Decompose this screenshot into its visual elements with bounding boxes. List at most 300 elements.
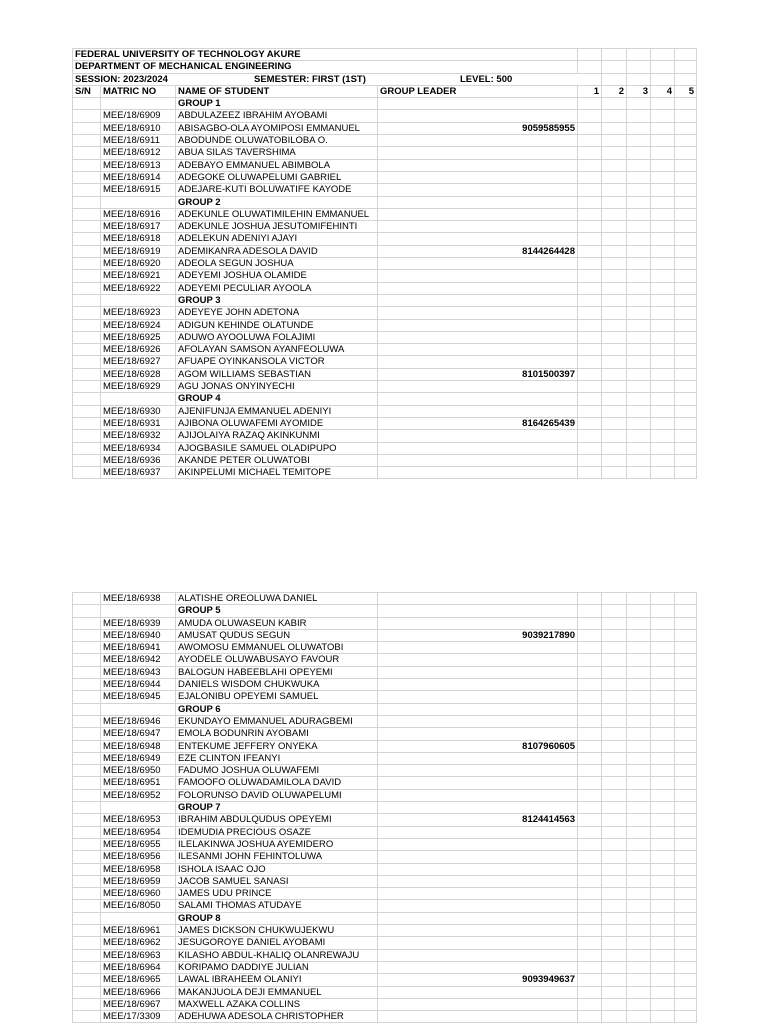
group-leader-phone (378, 196, 578, 208)
student-row (73, 135, 697, 147)
group-leader-phone (378, 642, 578, 654)
mark-cell-2 (602, 282, 627, 294)
student-name: AGU JONAS ONYINYECHI (176, 381, 378, 393)
group-header-row (73, 912, 697, 924)
student-row (73, 974, 697, 986)
sn-cell (73, 666, 101, 678)
mark-cell-3 (627, 654, 651, 666)
student-name: EJALONIBU OPEYEMI SAMUEL (176, 691, 378, 703)
student-row (73, 888, 697, 900)
matric-cell (101, 703, 176, 715)
mark-cell-1 (578, 319, 602, 331)
mark-cell-2 (602, 703, 627, 715)
matric-cell (101, 196, 176, 208)
mark-cell-2 (602, 912, 627, 924)
mark-cell-3 (627, 184, 651, 196)
group-leader-phone (378, 110, 578, 122)
sn-cell (73, 814, 101, 826)
matric-cell (101, 393, 176, 405)
mark-cell-4 (651, 777, 675, 789)
mark-cell-5 (675, 802, 697, 814)
mark-cell-4 (651, 233, 675, 245)
group-leader-phone (378, 319, 578, 331)
matric-cell: MEE/18/6942 (101, 654, 176, 666)
student-row (73, 998, 697, 1010)
mark-cell-5 (675, 208, 697, 220)
mark-cell-4 (651, 454, 675, 466)
mark-cell-2 (602, 98, 627, 110)
student-row (73, 691, 697, 703)
student-name: AYODELE OLUWABUSAYO FAVOUR (176, 654, 378, 666)
mark-cell-3 (627, 777, 651, 789)
sn-cell (73, 629, 101, 641)
student-name: AJIJOLAIYA RAZAQ AKINKUNMI (176, 430, 378, 442)
mark-cell-4 (651, 900, 675, 912)
group-header-row (73, 294, 697, 306)
group-leader-phone (378, 1011, 578, 1023)
mark-cell-1 (578, 294, 602, 306)
mark-cell-4 (651, 925, 675, 937)
mark-cell-2 (602, 159, 627, 171)
mark-cell-3 (627, 740, 651, 752)
sn-cell (73, 110, 101, 122)
sn-cell (73, 802, 101, 814)
mark-cell-2 (602, 171, 627, 183)
student-row (73, 467, 697, 479)
mark-cell-5 (675, 666, 697, 678)
student-name: SALAMI THOMAS ATUDAYE (176, 900, 378, 912)
mark-cell-4 (651, 381, 675, 393)
mark-cell-4 (651, 912, 675, 924)
mark-cell-3 (627, 814, 651, 826)
group-leader-phone (378, 344, 578, 356)
mark-cell-2 (602, 196, 627, 208)
matric-cell: MEE/18/6963 (101, 949, 176, 961)
mark-cell-3 (627, 344, 651, 356)
mark-cell-4 (651, 605, 675, 617)
student-name: ADELEKUN ADENIYI AJAYI (176, 233, 378, 245)
student-name: ADEBAYO EMMANUEL ABIMBOLA (176, 159, 378, 171)
matric-cell: MEE/18/6925 (101, 331, 176, 343)
student-name: AFUAPE OYINKANSOLA VICTOR (176, 356, 378, 368)
mark-cell-3 (627, 270, 651, 282)
attendance-sheet-page-2 (72, 592, 697, 1023)
mark-cell-4 (651, 642, 675, 654)
student-name: ISHOLA ISAAC OJO (176, 863, 378, 875)
matric-cell: MEE/16/8050 (101, 900, 176, 912)
mark-cell-1 (578, 814, 602, 826)
matric-cell: MEE/18/6923 (101, 307, 176, 319)
mark-cell-1 (578, 405, 602, 417)
mark-cell-5 (675, 356, 697, 368)
student-name: DANIELS WISDOM CHUKWUKA (176, 679, 378, 691)
sn-cell (73, 961, 101, 973)
sn-cell (73, 282, 101, 294)
department-name: DEPARTMENT OF MECHANICAL ENGINEERING (73, 61, 378, 73)
student-name: ADEGOKE OLUWAPELUMI GABRIEL (176, 171, 378, 183)
student-name: ABODUNDE OLUWATOBILOBA O. (176, 135, 378, 147)
mark-cell-4 (651, 356, 675, 368)
group-leader-phone (378, 233, 578, 245)
semester-label: SEMESTER: FIRST (1ST) (176, 73, 378, 85)
mark-cell-1 (578, 122, 602, 134)
matric-cell (101, 605, 176, 617)
student-row (73, 208, 697, 220)
mark-cell-2 (602, 393, 627, 405)
student-row (73, 593, 697, 605)
column-header-name: NAME OF STUDENT (176, 85, 378, 97)
mark-cell-4 (651, 368, 675, 380)
mark-cell-3 (627, 245, 651, 257)
mark-cell-1 (578, 961, 602, 973)
mark-cell-1 (578, 593, 602, 605)
mark-cell-5 (675, 430, 697, 442)
mark-cell-3 (627, 925, 651, 937)
mark-cell-3 (627, 802, 651, 814)
mark-cell-5 (675, 135, 697, 147)
mark-cell-1 (578, 654, 602, 666)
mark-cell-1 (578, 974, 602, 986)
mark-cell-5 (675, 454, 697, 466)
sn-cell (73, 728, 101, 740)
student-name: JAMES UDU PRINCE (176, 888, 378, 900)
mark-cell-1 (578, 245, 602, 257)
student-row (73, 245, 697, 257)
mark-cell-2 (602, 998, 627, 1010)
mark-cell-4 (651, 679, 675, 691)
sn-cell (73, 875, 101, 887)
group-leader-phone (378, 789, 578, 801)
matric-cell: MEE/18/6910 (101, 122, 176, 134)
mark-cell-4 (651, 430, 675, 442)
mark-cell-4 (651, 986, 675, 998)
student-row (73, 282, 697, 294)
mark-cell-5 (675, 740, 697, 752)
group-leader-phone (378, 356, 578, 368)
mark-cell-1 (578, 802, 602, 814)
matric-cell: MEE/18/6917 (101, 221, 176, 233)
mark-cell-1 (578, 307, 602, 319)
mark-cell-4 (651, 442, 675, 454)
mark-cell-5 (675, 159, 697, 171)
student-name: AMUSAT QUDUS SEGUN (176, 629, 378, 641)
mark-cell-2 (602, 863, 627, 875)
mark-cell-2 (602, 789, 627, 801)
matric-cell: MEE/18/6931 (101, 417, 176, 429)
mark-cell-3 (627, 666, 651, 678)
sn-cell (73, 122, 101, 134)
mark-cell-2 (602, 184, 627, 196)
mark-cell-1 (578, 617, 602, 629)
mark-cell-3 (627, 417, 651, 429)
mark-cell-3 (627, 258, 651, 270)
mark-cell-2 (602, 875, 627, 887)
mark-cell-1 (578, 356, 602, 368)
group-leader-phone: 9039217890 (378, 629, 578, 641)
student-row (73, 629, 697, 641)
mark-cell-1 (578, 196, 602, 208)
student-name: FADUMO JOSHUA OLUWAFEMI (176, 765, 378, 777)
sn-cell (73, 135, 101, 147)
sn-cell (73, 405, 101, 417)
student-row (73, 344, 697, 356)
group-leader-phone (378, 666, 578, 678)
matric-cell: MEE/18/6966 (101, 986, 176, 998)
student-row (73, 331, 697, 343)
mark-cell-4 (651, 617, 675, 629)
mark-cell-2 (602, 679, 627, 691)
student-row (73, 430, 697, 442)
mark-cell-4 (651, 888, 675, 900)
mark-cell-3 (627, 617, 651, 629)
matric-cell: MEE/18/6943 (101, 666, 176, 678)
sn-cell (73, 789, 101, 801)
matric-cell: MEE/18/6929 (101, 381, 176, 393)
mark-cell-3 (627, 851, 651, 863)
mark-cell-4 (651, 715, 675, 727)
matric-cell: MEE/18/6961 (101, 925, 176, 937)
sn-cell (73, 863, 101, 875)
group-leader-phone (378, 467, 578, 479)
sn-cell (73, 925, 101, 937)
mark-cell-3 (627, 356, 651, 368)
mark-cell-3 (627, 912, 651, 924)
student-row (73, 826, 697, 838)
student-name: ADEJARE-KUTI BOLUWATIFE KAYODE (176, 184, 378, 196)
mark-cell-5 (675, 319, 697, 331)
mark-cell-4 (651, 863, 675, 875)
mark-cell-2 (602, 691, 627, 703)
student-row (73, 270, 697, 282)
level-label: LEVEL: 500 (378, 73, 578, 85)
student-name: ADEOLA SEGUN JOSHUA (176, 258, 378, 270)
student-name: AFOLAYAN SAMSON AYANFEOLUWA (176, 344, 378, 356)
mark-cell-2 (602, 233, 627, 245)
group-leader-phone (378, 442, 578, 454)
group-header-row (73, 98, 697, 110)
student-name: ADEMIKANRA ADESOLA DAVID (176, 245, 378, 257)
mark-cell-1 (578, 1011, 602, 1023)
student-name: FAMOOFO OLUWADAMILOLA DAVID (176, 777, 378, 789)
mark-cell-3 (627, 863, 651, 875)
matric-cell: MEE/18/6945 (101, 691, 176, 703)
mark-cell-5 (675, 715, 697, 727)
mark-cell-5 (675, 344, 697, 356)
header-session-row (73, 73, 697, 85)
mark-cell-1 (578, 863, 602, 875)
mark-cell-4 (651, 171, 675, 183)
sn-cell (73, 998, 101, 1010)
mark-cell-1 (578, 344, 602, 356)
student-row (73, 654, 697, 666)
mark-cell-2 (602, 442, 627, 454)
student-row (73, 679, 697, 691)
mark-cell-4 (651, 703, 675, 715)
sn-cell (73, 368, 101, 380)
student-name: AJENIFUNJA EMMANUEL ADENIYI (176, 405, 378, 417)
sn-cell (73, 233, 101, 245)
group-leader-phone (378, 900, 578, 912)
mark-cell-3 (627, 900, 651, 912)
group-leader-phone (378, 221, 578, 233)
mark-cell-2 (602, 961, 627, 973)
mark-cell-2 (602, 135, 627, 147)
column-header-matric: MATRIC NO (101, 85, 176, 97)
column-header-sn: S/N (73, 85, 101, 97)
sn-cell (73, 245, 101, 257)
student-name: ABISAGBO-OLA AYOMIPOSI EMMANUEL (176, 122, 378, 134)
student-name: ABDULAZEEZ IBRAHIM AYOBAMI (176, 110, 378, 122)
mark-cell-3 (627, 294, 651, 306)
matric-cell: MEE/18/6932 (101, 430, 176, 442)
mark-cell-4 (651, 159, 675, 171)
mark-cell-1 (578, 703, 602, 715)
mark-cell-5 (675, 961, 697, 973)
page-2-body (73, 593, 697, 1023)
mark-cell-5 (675, 728, 697, 740)
mark-cell-1 (578, 368, 602, 380)
student-row (73, 666, 697, 678)
mark-cell-5 (675, 98, 697, 110)
mark-cell-4 (651, 467, 675, 479)
mark-cell-2 (602, 307, 627, 319)
student-name: AGOM WILLIAMS SEBASTIAN (176, 368, 378, 380)
matric-cell: MEE/18/6953 (101, 814, 176, 826)
mark-cell-5 (675, 752, 697, 764)
mark-cell-5 (675, 1011, 697, 1023)
mark-cell-5 (675, 703, 697, 715)
mark-cell-5 (675, 629, 697, 641)
group-header-row (73, 196, 697, 208)
sn-cell (73, 703, 101, 715)
mark-cell-5 (675, 814, 697, 826)
mark-cell-1 (578, 454, 602, 466)
mark-cell-5 (675, 294, 697, 306)
student-row (73, 147, 697, 159)
student-row (73, 221, 697, 233)
mark-cell-5 (675, 282, 697, 294)
sn-cell (73, 838, 101, 850)
mark-cell-1 (578, 925, 602, 937)
mark-cell-1 (578, 826, 602, 838)
mark-cell-5 (675, 826, 697, 838)
mark-cell-1 (578, 691, 602, 703)
student-name: JESUGOROYE DANIEL AYOBAMI (176, 937, 378, 949)
mark-cell-3 (627, 998, 651, 1010)
matric-cell: MEE/18/6915 (101, 184, 176, 196)
mark-cell-1 (578, 467, 602, 479)
sn-cell (73, 319, 101, 331)
mark-cell-5 (675, 691, 697, 703)
group-label: GROUP 7 (176, 802, 378, 814)
student-name: MAXWELL AZAKA COLLINS (176, 998, 378, 1010)
mark-cell-1 (578, 270, 602, 282)
mark-cell-3 (627, 875, 651, 887)
mark-cell-5 (675, 925, 697, 937)
matric-cell: MEE/18/6938 (101, 593, 176, 605)
mark-cell-4 (651, 961, 675, 973)
mark-cell-4 (651, 135, 675, 147)
mark-cell-4 (651, 307, 675, 319)
mark-cell-1 (578, 258, 602, 270)
mark-cell-3 (627, 1011, 651, 1023)
student-row (73, 789, 697, 801)
student-row (73, 863, 697, 875)
sn-cell (73, 888, 101, 900)
matric-cell: MEE/18/6919 (101, 245, 176, 257)
mark-cell-1 (578, 331, 602, 343)
mark-cell-5 (675, 393, 697, 405)
sn-cell (73, 765, 101, 777)
sn-cell (73, 654, 101, 666)
group-leader-phone (378, 605, 578, 617)
mark-cell-2 (602, 715, 627, 727)
mark-cell-3 (627, 467, 651, 479)
student-row (73, 752, 697, 764)
mark-cell-2 (602, 381, 627, 393)
mark-cell-5 (675, 863, 697, 875)
mark-cell-1 (578, 629, 602, 641)
student-name: ILESANMI JOHN FEHINTOLUWA (176, 851, 378, 863)
mark-cell-2 (602, 356, 627, 368)
mark-cell-5 (675, 593, 697, 605)
mark-cell-1 (578, 728, 602, 740)
mark-cell-1 (578, 912, 602, 924)
mark-cell-3 (627, 147, 651, 159)
mark-cell-4 (651, 789, 675, 801)
mark-cell-1 (578, 666, 602, 678)
mark-cell-5 (675, 937, 697, 949)
matric-cell: MEE/18/6948 (101, 740, 176, 752)
mark-cell-5 (675, 642, 697, 654)
mark-cell-3 (627, 208, 651, 220)
mark-cell-1 (578, 171, 602, 183)
mark-cell-5 (675, 245, 697, 257)
sn-cell (73, 826, 101, 838)
mark-cell-4 (651, 417, 675, 429)
mark-cell-2 (602, 405, 627, 417)
group-leader-phone (378, 802, 578, 814)
mark-cell-1 (578, 221, 602, 233)
sn-cell (73, 617, 101, 629)
mark-cell-1 (578, 98, 602, 110)
sn-cell (73, 417, 101, 429)
column-header-mark-5: 5 (675, 85, 697, 97)
sn-cell (73, 937, 101, 949)
mark-cell-3 (627, 752, 651, 764)
group-label: GROUP 6 (176, 703, 378, 715)
mark-cell-3 (627, 937, 651, 949)
mark-cell-1 (578, 875, 602, 887)
column-header-mark-2: 2 (602, 85, 627, 97)
group-leader-phone (378, 752, 578, 764)
mark-cell-3 (627, 430, 651, 442)
mark-cell-2 (602, 258, 627, 270)
mark-cell-1 (578, 159, 602, 171)
matric-cell: MEE/18/6940 (101, 629, 176, 641)
group-leader-phone (378, 703, 578, 715)
sn-cell (73, 307, 101, 319)
mark-cell-1 (578, 765, 602, 777)
mark-cell-4 (651, 691, 675, 703)
mark-cell-3 (627, 98, 651, 110)
mark-cell-3 (627, 159, 651, 171)
mark-cell-5 (675, 270, 697, 282)
mark-cell-5 (675, 122, 697, 134)
session-label: SESSION: 2023/2024 (73, 73, 176, 85)
matric-cell (101, 912, 176, 924)
student-name: IBRAHIM ABDULQUDUS OPEYEMI (176, 814, 378, 826)
